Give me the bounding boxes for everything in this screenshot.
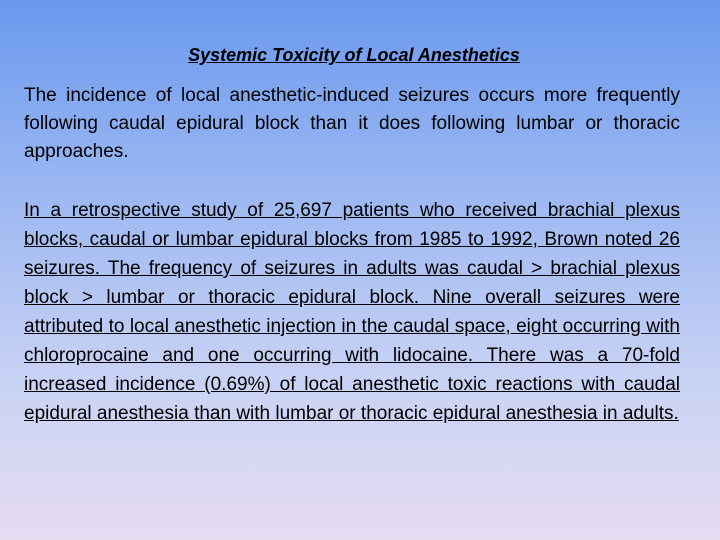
- slide-title: Systemic Toxicity of Local Anesthetics: [188, 45, 520, 65]
- intro-paragraph: The incidence of local anesthetic-induced seizures occurs more frequently following caudal epidural block than it does following lumbar or thoracic approaches.: [24, 85, 680, 162]
- study-paragraph: In a retrospective study of 25,697 patients who received brachial plexus blocks, caudal or lumbar epidural blocks from 1985 to 1992, Brown noted 26 seizures. The frequency of seizures in adults was caudal > brachial plexus block > lumbar or thoracic epidural block. Nine overall seizures were attributed to local anesthetic injection in the caudal space, eight occurring with chloroprocaine and one occurring with lidocaine. There was a 70-fold increased incidence (0.69%) of local anesthetic toxic reactions with caudal epidural anesthesia than with lumbar or thoracic epidural anesthesia in adults.: [24, 200, 680, 424]
